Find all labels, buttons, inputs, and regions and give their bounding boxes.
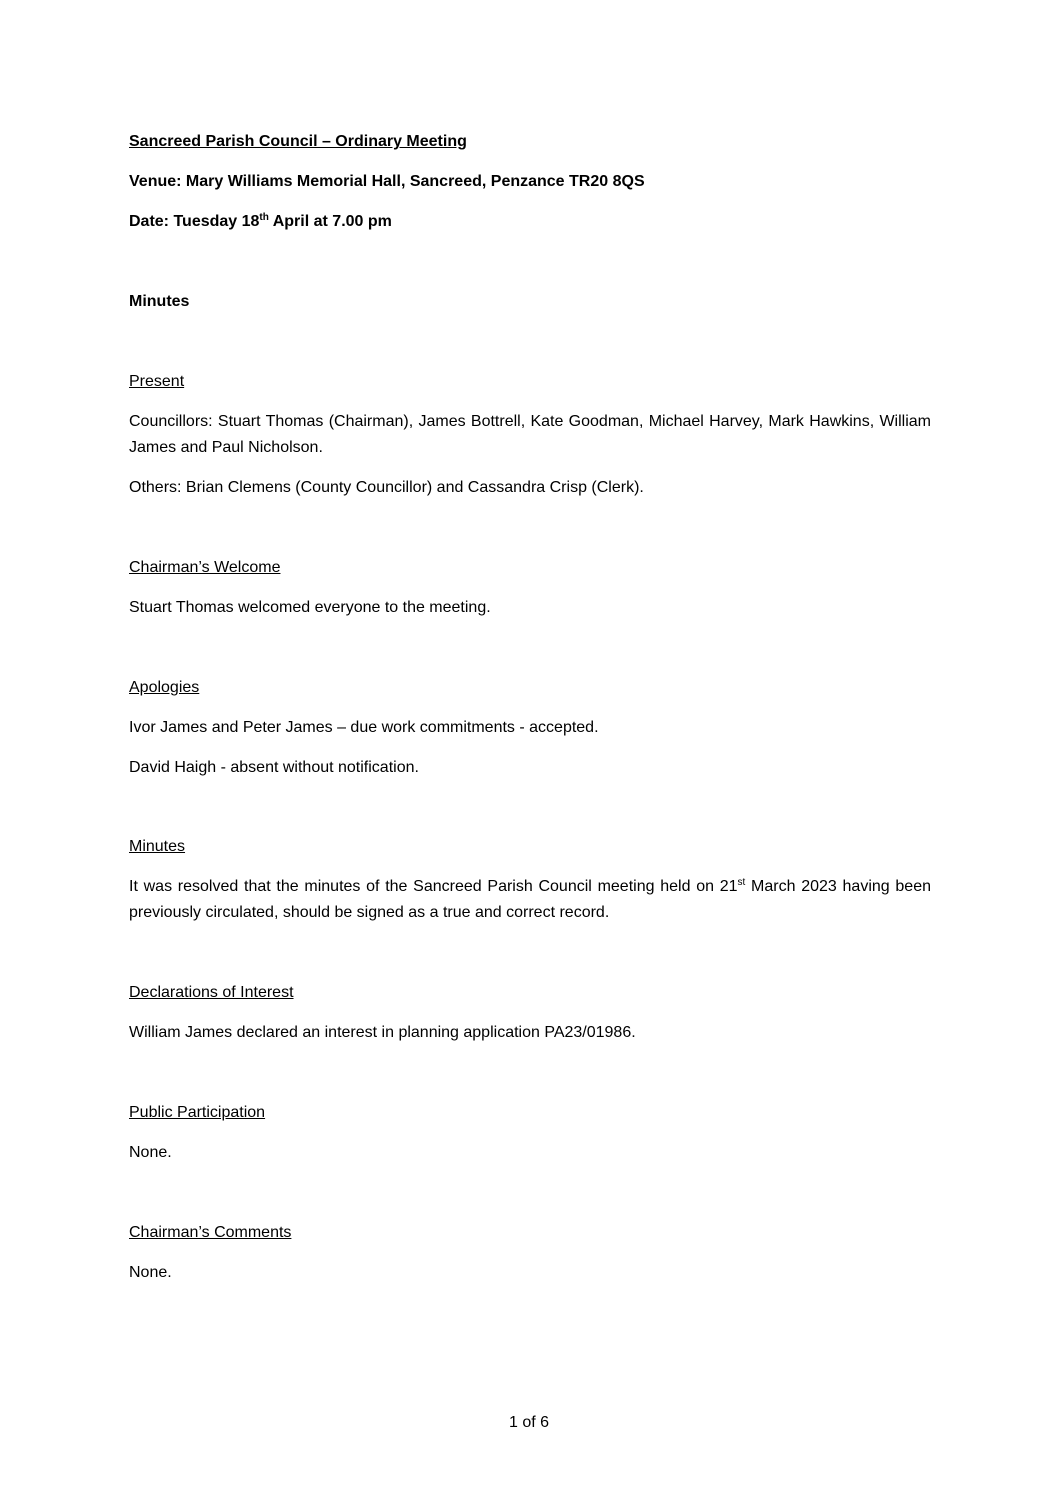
meeting-date: Date: Tuesday 18th April at 7.00 pm <box>129 212 392 230</box>
section-title-minutes: Minutes <box>129 293 190 310</box>
apologies-line-2: David Haigh - absent without notification. <box>129 759 419 776</box>
welcome-heading: Chairman’s Welcome <box>129 559 281 576</box>
public-participation-text: None. <box>129 1144 172 1161</box>
present-others: Others: Brian Clemens (County Councillor) and Cassandra Crisp (Clerk). <box>129 479 644 496</box>
meeting-venue: Venue: Mary Williams Memorial Hall, Sancreed, Penzance TR20 8QS <box>129 173 645 190</box>
chairmans-comments-heading: Chairman’s Comments <box>129 1224 292 1241</box>
public-participation-heading: Public Participation <box>129 1104 266 1121</box>
chairmans-comments-text: None. <box>129 1264 172 1281</box>
declarations-heading: Declarations of Interest <box>129 984 294 1001</box>
minutes-heading: Minutes <box>129 838 186 855</box>
present-heading: Present <box>129 373 185 390</box>
apologies-line-1: Ivor James and Peter James – due work commitments - accepted. <box>129 719 599 736</box>
declarations-text: William James declared an interest in planning application PA23/01986. <box>129 1024 636 1041</box>
document-title: Sancreed Parish Council – Ordinary Meeting <box>129 133 467 150</box>
welcome-text: Stuart Thomas welcomed everyone to the meeting. <box>129 599 491 616</box>
page-number: 1 of 6 <box>508 1414 550 1431</box>
minutes-resolution: It was resolved that the minutes of the Sancreed Parish Council meeting held on 21st March 2023 having been previously circulated, should be signed as a true and correct record. <box>129 877 931 921</box>
apologies-heading: Apologies <box>129 679 200 696</box>
present-councillors: Councillors: Stuart Thomas (Chairman), James Bottrell, Kate Goodman, Michael Harvey, Mark Hawkins, William James and Paul Nicholson. <box>129 413 931 456</box>
